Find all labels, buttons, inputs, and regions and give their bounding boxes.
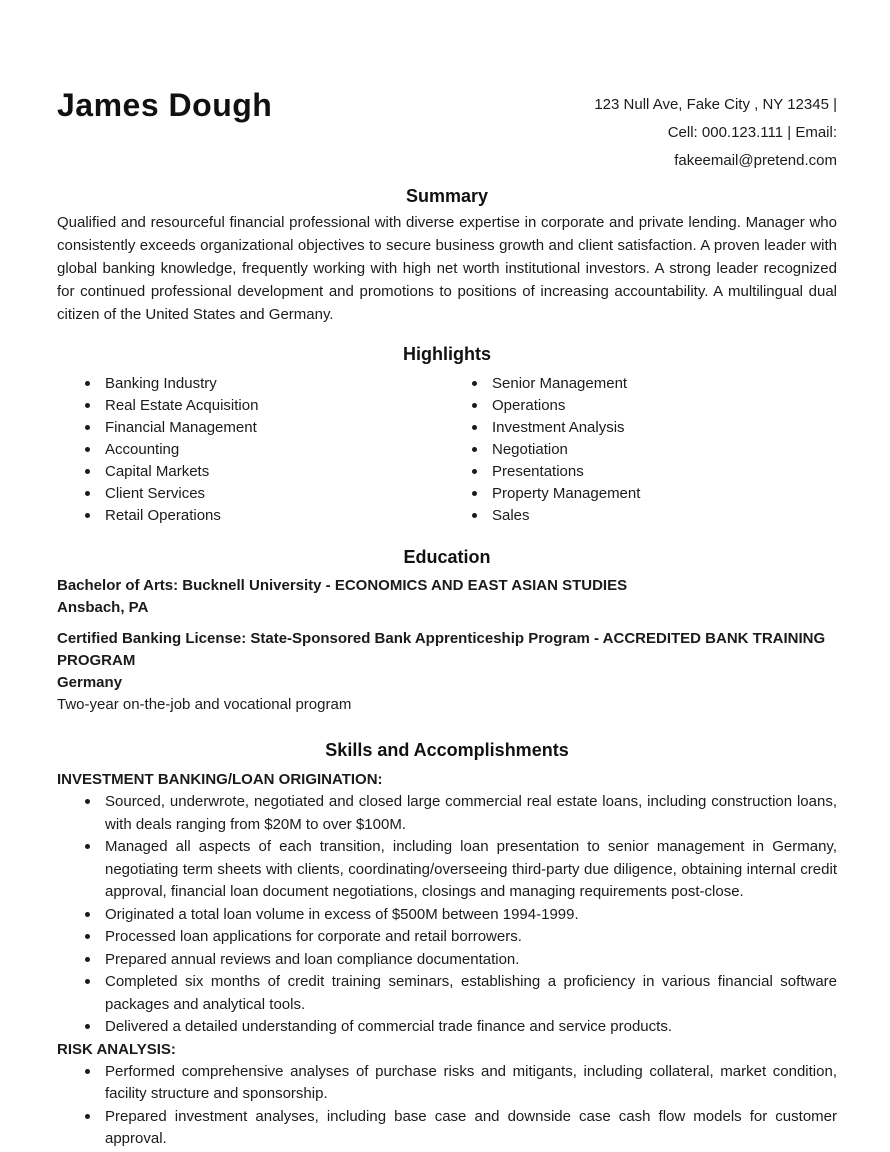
skill-bullet-item	[85, 836, 837, 904]
person-name: James Dough	[57, 87, 273, 123]
skill-bullet-list	[57, 791, 837, 1039]
bullet-icon	[85, 403, 90, 408]
skill-bullet-text: Processed loan applications for corporate and retail borrowers.	[105, 928, 522, 945]
highlight-item	[472, 483, 837, 505]
highlight-label: Negotiation	[492, 441, 568, 458]
bullet-icon	[85, 979, 90, 984]
bullet-icon	[85, 1024, 90, 1029]
bullet-icon	[85, 425, 90, 430]
skill-bullet-item	[85, 1016, 837, 1039]
bullet-icon	[85, 912, 90, 917]
skill-bullet-text: Sourced, underwrote, negotiated and closed large commercial real estate loans, including construction loans, with deals ranging from $20M to over $100M.	[105, 793, 837, 833]
highlight-item	[472, 417, 837, 439]
skill-group-risk-analysis	[57, 1039, 837, 1151]
highlights-left-list	[57, 373, 447, 527]
highlight-item	[472, 505, 837, 527]
highlight-item	[85, 461, 447, 483]
bullet-icon	[85, 469, 90, 474]
skill-group-investment-banking	[57, 769, 837, 1039]
highlight-label: Accounting	[105, 441, 180, 458]
highlight-label: Financial Management	[105, 419, 257, 436]
skill-bullet-text: Prepared investment analyses, including base case and downside case cash flow models for customer approval.	[105, 1107, 837, 1147]
highlight-item	[85, 483, 447, 505]
highlight-label: Investment Analysis	[492, 419, 625, 436]
skill-bullet-text: Managed all aspects of each transition, including loan presentation to senior management in Germany, negotiating term sheets with clients, coordinating/overseeing third-party due diligence, obtaining internal credit approval, financial loan document negotiations, closings and managing requirements post-close.	[105, 838, 837, 900]
education-section	[57, 545, 837, 716]
highlight-label: Capital Markets	[105, 463, 210, 480]
education-degree-title: Bachelor of Arts: Bucknell University - ECONOMICS AND EAST ASIAN STUDIES	[57, 577, 628, 594]
skill-bullet-item	[85, 1061, 837, 1106]
skill-group-title: INVESTMENT BANKING/LOAN ORIGINATION:	[57, 771, 383, 788]
highlight-item	[472, 461, 837, 483]
skill-group-title: RISK ANALYSIS:	[57, 1040, 176, 1058]
education-degree-title: Certified Banking License: State-Sponsored Bank Apprenticeship Program - ACCREDITED BANK TRAINING PROGRAM	[57, 630, 826, 669]
bullet-icon	[472, 469, 477, 474]
bullet-icon	[85, 513, 90, 518]
bullet-icon	[472, 381, 477, 386]
highlights-section	[57, 342, 837, 527]
skill-bullet-text: Prepared annual reviews and loan compliance documentation.	[105, 950, 520, 968]
summary-text: Qualified and resourceful financial professional with diverse expertise in corporate and private lending. Manager who consistently exceeds organizational objectives to secure business growth and client satisfaction. A proven leader with global banking knowledge, frequently working with high net worth institutional investors. A strong leader recognized for continued professional development and promotions to positions of increasing accountability. A multilingual dual citizen of the United States and Germany.	[57, 214, 837, 323]
summary-section	[57, 184, 837, 326]
skill-bullet-item	[85, 791, 837, 836]
bullet-icon	[85, 1114, 90, 1119]
highlight-item	[85, 417, 447, 439]
highlight-label: Retail Operations	[105, 507, 221, 524]
education-location: Germany	[57, 674, 123, 691]
contact-cell-email: Cell: 000.123.111 | Email:	[667, 124, 837, 141]
skill-bullet-text: Performed comprehensive analyses of purchase risks and mitigants, including collateral, market condition, facility structure and sponsorship.	[105, 1062, 837, 1102]
contact-email-address: fakeemail@pretend.com	[674, 152, 837, 169]
skill-bullet-text: Originated a total loan volume in excess of $500M between 1994-1999.	[105, 905, 579, 923]
highlights-columns	[57, 373, 837, 527]
resume-header	[57, 86, 837, 175]
bullet-icon	[85, 934, 90, 939]
highlights-right-list	[447, 373, 837, 527]
contact-info	[594, 91, 837, 175]
bullet-icon	[472, 491, 477, 496]
highlight-item	[472, 439, 837, 461]
skills-section	[57, 738, 837, 1151]
skill-bullet-list	[57, 1061, 837, 1151]
education-entry-certification	[57, 628, 837, 716]
highlight-item	[472, 395, 837, 417]
summary-heading: Summary	[405, 186, 489, 206]
highlight-item	[85, 395, 447, 417]
highlight-item	[85, 373, 447, 395]
highlight-label: Senior Management	[492, 375, 628, 392]
bullet-icon	[85, 491, 90, 496]
bullet-icon	[472, 513, 477, 518]
skill-bullet-item	[85, 949, 837, 972]
skills-heading: Skills and Accomplishments	[325, 740, 569, 760]
contact-address: 123 Null Ave, Fake City , NY 12345 |	[594, 96, 837, 113]
highlight-label: Banking Industry	[105, 375, 217, 392]
skill-bullet-item	[85, 926, 837, 949]
highlight-item	[85, 439, 447, 461]
bullet-icon	[85, 381, 90, 386]
bullet-icon	[472, 425, 477, 430]
highlight-label: Sales	[492, 507, 530, 524]
highlight-label: Client Services	[105, 485, 206, 502]
skill-bullet-item	[85, 1106, 837, 1151]
bullet-icon	[85, 1069, 90, 1074]
bullet-icon	[85, 844, 90, 849]
bullet-icon	[85, 447, 90, 452]
highlight-item	[85, 505, 447, 527]
highlight-label: Real Estate Acquisition	[105, 397, 259, 414]
bullet-icon	[472, 447, 477, 452]
skill-bullet-item	[85, 904, 837, 927]
education-heading: Education	[403, 547, 491, 567]
skill-bullet-item	[85, 971, 837, 1016]
highlight-label: Property Management	[492, 485, 641, 502]
highlight-label: Operations	[492, 397, 566, 414]
skill-bullet-text: Delivered a detailed understanding of commercial trade finance and service products.	[105, 1018, 672, 1035]
skill-bullet-text: Completed six months of credit training seminars, establishing a proficiency in various financial software packages and analytical tools.	[105, 973, 837, 1013]
bullet-icon	[85, 799, 90, 804]
highlights-heading: Highlights	[403, 344, 491, 364]
education-detail: Two-year on-the-job and vocational program	[57, 696, 352, 713]
highlight-label: Presentations	[492, 463, 584, 480]
education-entry-bachelor	[57, 575, 837, 619]
highlight-item	[472, 373, 837, 395]
bullet-icon	[472, 403, 477, 408]
bullet-icon	[85, 957, 90, 962]
education-location: Ansbach, PA	[57, 599, 149, 616]
